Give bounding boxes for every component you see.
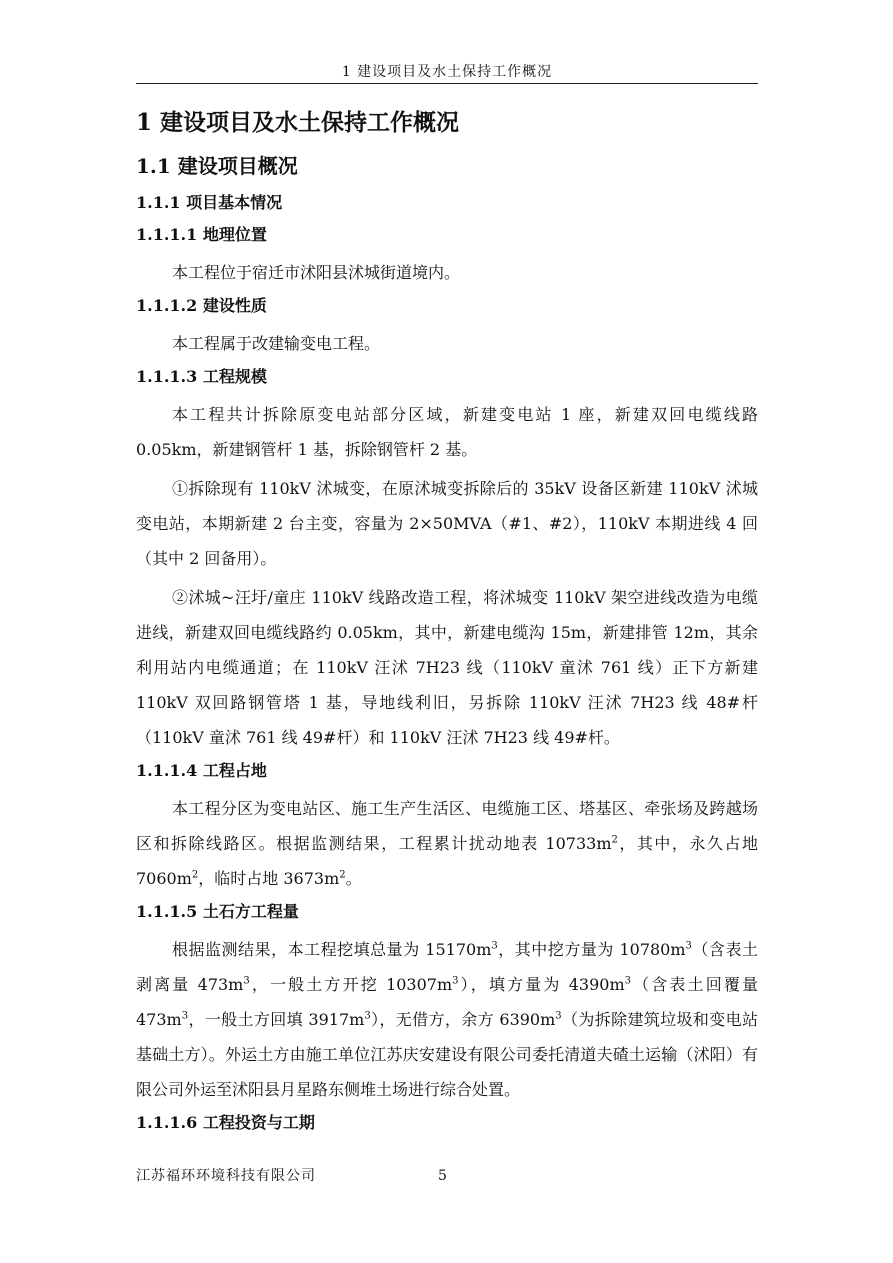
chapter-title: 1 建设项目及水土保持工作概况 — [136, 109, 460, 136]
earthwork-text-6: （含表土回覆量 473m — [136, 975, 758, 1029]
earthwork-text-7: ，一般土方回填 3917m — [188, 1010, 365, 1029]
land-text-3: ，临时占地 3673m — [198, 869, 340, 888]
running-header: 1 建设项目及水土保持工作概况 — [341, 64, 553, 80]
earthwork-text-5: ），填方量为 4390m — [458, 975, 625, 994]
land-text-1: 本工程分区为变电站区、施工生产生活区、电缆施工区、塔基区、牵张场及跨越场区和拆除线路区。根据监测结果，工程累计扰动地表 10733m — [136, 799, 758, 853]
paragraph-scale-item-2: ②沭城~汪圩/童庄 110kV 线路改造工程，将沭城变 110kV 架空进线改造为电缆进线，新建双回电缆线路约 0.05km，其中，新建电缆沟 15m，新建排管 12m，其余利用站内电缆通道；在 110kV 汪沭 7H23 线（110kV 童沭 761 线）正下方新建 110kV 双回路钢管塔 1 基，导地线利旧，另拆除 110kV 汪沭 7H23 线 48#杆（110kV 童沭 761 线 49#杆）和 110kV 汪沭 7H23 线 49#杆。 — [136, 588, 758, 747]
paragraph-scale-summary: 本工程共计拆除原变电站部分区域，新建变电站 1 座，新建双回电缆线路 0.05km，新建钢管杆 1 基，拆除钢管杆 2 基。 — [136, 405, 758, 459]
section-title-1-1: 1.1 建设项目概况 — [136, 154, 298, 178]
superscript: 3 — [491, 940, 498, 952]
earthwork-text-1: 根据监测结果，本工程挖填总量为 15170m — [172, 940, 492, 959]
superscript: 3 — [243, 975, 250, 987]
superscript: 3 — [181, 1010, 189, 1022]
heading-earthwork: 1.1.1.5 土石方工程量 — [136, 902, 299, 921]
superscript: 3 — [364, 1010, 371, 1022]
heading-investment: 1.1.1.6 工程投资与工期 — [136, 1113, 315, 1132]
paragraph-earthwork — [136, 932, 758, 1107]
paragraph-scale-item-1: ①拆除现有 110kV 沭城变，在原沭城变拆除后的 35kV 设备区新建 110kV 沭城变电站，本期新建 2 台主变，容量为 2×50MVA（#1、#2），110kV 本期进线 4 回（其中 2 回备用）。 — [136, 479, 758, 568]
superscript: 2 — [191, 869, 199, 881]
document-body — [136, 106, 758, 1143]
paragraph-location: 本工程位于宿迁市沭阳县沭城街道境内。 — [172, 263, 461, 282]
header-rule — [136, 83, 758, 84]
superscript: 2 — [611, 834, 618, 846]
earthwork-text-4: ，一般土方开挖 10307m — [249, 975, 453, 994]
superscript: 2 — [339, 869, 346, 881]
page-number: 5 — [438, 1168, 447, 1184]
superscript: 3 — [624, 975, 631, 987]
earthwork-text-2: ，其中挖方量为 10780m — [497, 940, 686, 959]
heading-nature: 1.1.1.2 建设性质 — [136, 296, 267, 315]
heading-location: 1.1.1.1 地理位置 — [136, 225, 267, 244]
earthwork-text-3: （含表土剥离量 473m — [136, 940, 758, 994]
superscript: 3 — [685, 940, 692, 952]
superscript: 3 — [452, 975, 459, 987]
heading-land: 1.1.1.4 工程占地 — [136, 761, 267, 780]
earthwork-text-8: ），无借方，余方 6390m — [370, 1010, 556, 1029]
paragraph-nature: 本工程属于改建输变电工程。 — [172, 334, 381, 353]
section-title-1-1-1: 1.1.1 项目基本情况 — [136, 193, 283, 212]
earthwork-text-9: （为拆除建筑垃圾和变电站基础土方）。外运土方由施工单位江苏庆安建设有限公司委托清道夫碴土运输（沭阳）有限公司外运至沭阳县月星路东侧堆土场进行综合处置。 — [136, 1010, 758, 1099]
superscript: 3 — [555, 1010, 562, 1022]
land-text-4: 。 — [345, 869, 362, 888]
heading-scale: 1.1.1.3 工程规模 — [136, 367, 267, 386]
land-text-2: ，其中，永久占地 7060m — [136, 834, 758, 888]
footer-company: 江苏福环环境科技有限公司 — [136, 1168, 316, 1184]
paragraph-land — [136, 791, 758, 896]
